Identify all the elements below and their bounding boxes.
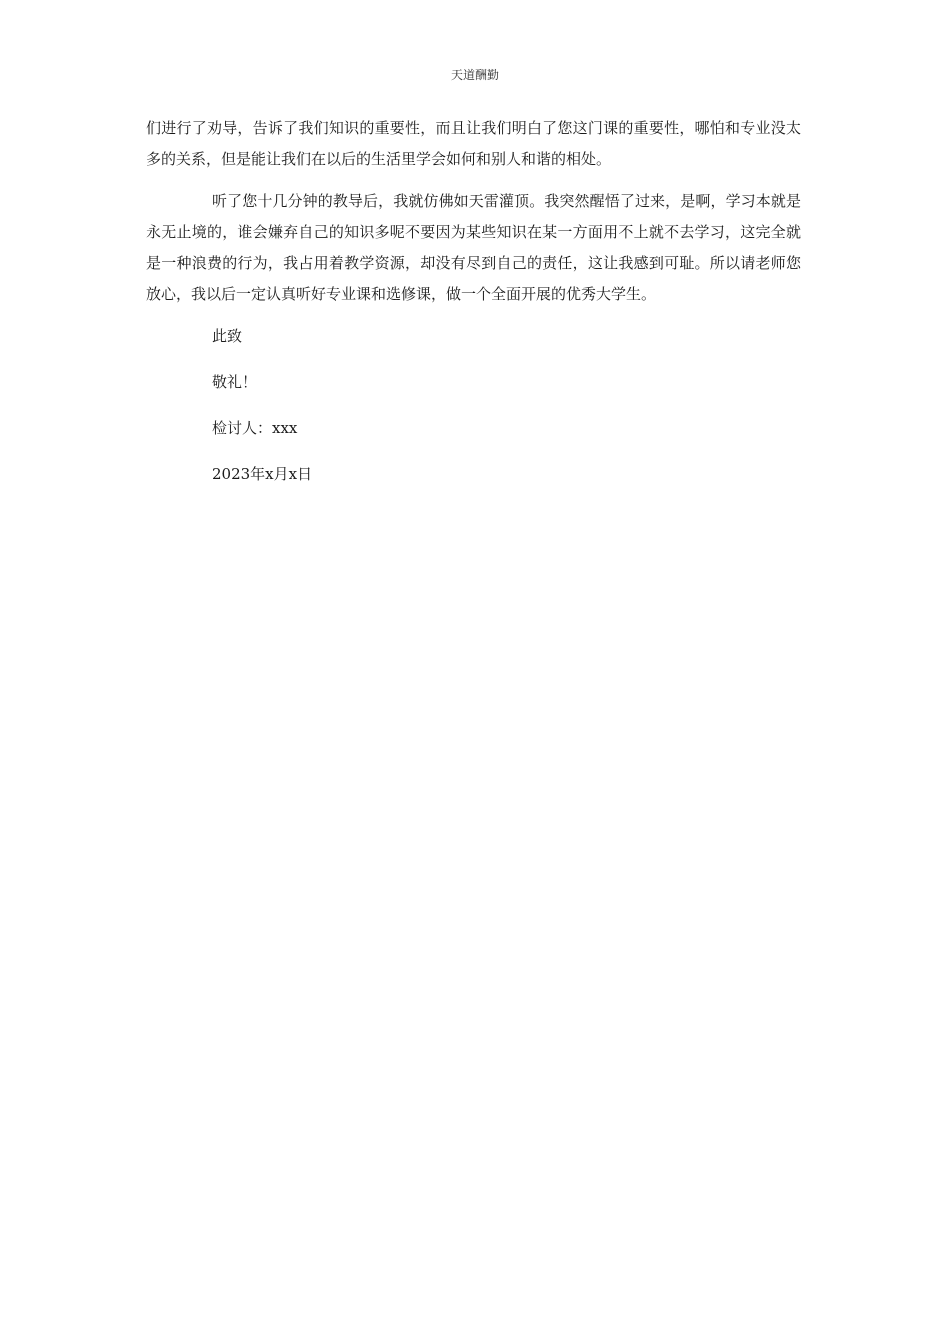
signer-line: 检讨人：xxx [212, 419, 298, 437]
date-line: 2023年x月x日 [212, 465, 313, 483]
closing-salutation: 此致 [212, 327, 243, 345]
paragraph-continued: 们进行了劝导，告诉了我们知识的重要性，而且让我们明白了您这门课的重要性，哪怕和专业没太多的关系，但是能让我们在以后的生活里学会如何和别人和谐的相处。 [146, 119, 801, 168]
letter-body [146, 113, 801, 505]
page-header: 天道酬勤 [450, 68, 499, 82]
paragraph-realization: 听了您十几分钟的教导后，我就仿佛如天雷灌顶。我突然醒悟了过来，是啊，学习本就是永无止境的，谁会嫌弃自己的知识多呢不要因为某些知识在某一方面用不上就不去学习，这完全就是一种浪费的行为，我占用着教学资源，却没有尽到自己的责任，这让我感到可耻。所以请老师您放心，我以后一定认真听好专业课和选修课，做一个全面开展的优秀大学生。 [146, 192, 801, 303]
closing-regards: 敬礼！ [212, 373, 258, 391]
